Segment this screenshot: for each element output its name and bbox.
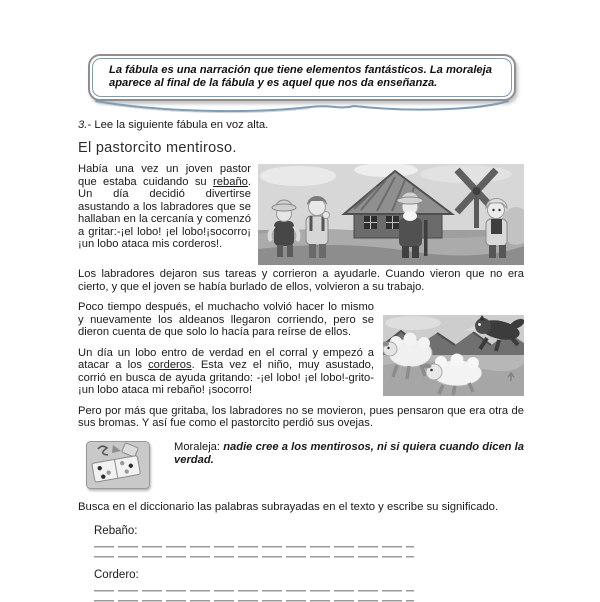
vocab-word-rebano [94,525,524,558]
answer-line [94,548,414,558]
farm-scene-illustration [258,164,524,265]
moraleja-text [174,441,524,468]
vocab-word-cordero [94,569,524,602]
story-paragraph-2: Los labradores dejaron sus tareas y corrieron a ayudarle. Cuando vieron que no era cierto, y que el joven se había burlado de ellos, volvieron a su trabajo. [78,268,524,293]
p1-text-pre: Había una vez un joven pastor que estaba cuidando su [78,163,251,188]
answer-line [94,592,414,602]
vocabulary-instruction: Busca en el diccionario las palabras subrayadas en el texto y escribe su significado. [78,500,499,513]
story-paragraph-5: Pero por más que gritaba, los labradores no se movieron, pues pensaron que era otra de sus bromas. Y así fue como el pastorcito perdió sus ovejas. [78,404,524,429]
fable-definition-callout [88,54,516,101]
story-title: El pastorcito mentiroso. [78,140,237,156]
wolf-sheep-illustration [383,315,524,396]
underlined-word-rebano: rebaño [213,175,248,188]
answer-line [94,538,414,548]
vocab-label-cordero: Cordero: [94,568,139,581]
moraleja-quote: nadie cree a los mentirosos, ni si quiera cuando dicen la verdad. [174,440,525,466]
moraleja-section [86,441,524,489]
story-body [78,163,524,438]
moraleja-label: Moraleja: [174,440,224,453]
exercise-number: 3.- [78,119,92,131]
exercise-instruction [78,119,524,132]
fable-definition-text: La fábula es una narración que tiene elementos fantásticos. La moraleja aparece al final de la fábula y es aquel que nos da enseñanza. [92,58,512,97]
p4-text-post: . Esta vez el niño, muy asustado, corrió en busca de ayuda gritando: -¡el lobo! ¡el lobo!-grito-¡un lobo ataca mi rebaño! ¡socorro! [78,359,374,396]
vocab-label-rebano: Rebaño: [94,524,138,537]
answer-line [94,582,414,592]
callout-swoosh-decoration [88,100,516,114]
p4-text-pre: Un día un lobo entro de verdad en el corral y empezó a atacar a los [78,346,374,371]
story-paragraph-3: Poco tiempo después, el muchacho volvió hacer lo mismo y nuevamente los aldeanos llegaron corriendo, pero se dieron cuenta de que solo lo hacía para reírse de ellos. [78,301,374,338]
underlined-word-corderos: corderos [148,359,192,371]
p1-text-post: . Un día decidió divertirse asustando a los labradores que se hallaban en la cercanía y comenzó a gritar:-¡el lobo! ¡el lobo!¡socorro¡ ¡un lobo ataca mis corderos!. [78,175,251,250]
dominoes-clipart-icon [86,441,150,489]
exercise-instruction-text: Lee la siguiente fábula en voz alta. [91,119,269,131]
page-content [78,54,524,602]
